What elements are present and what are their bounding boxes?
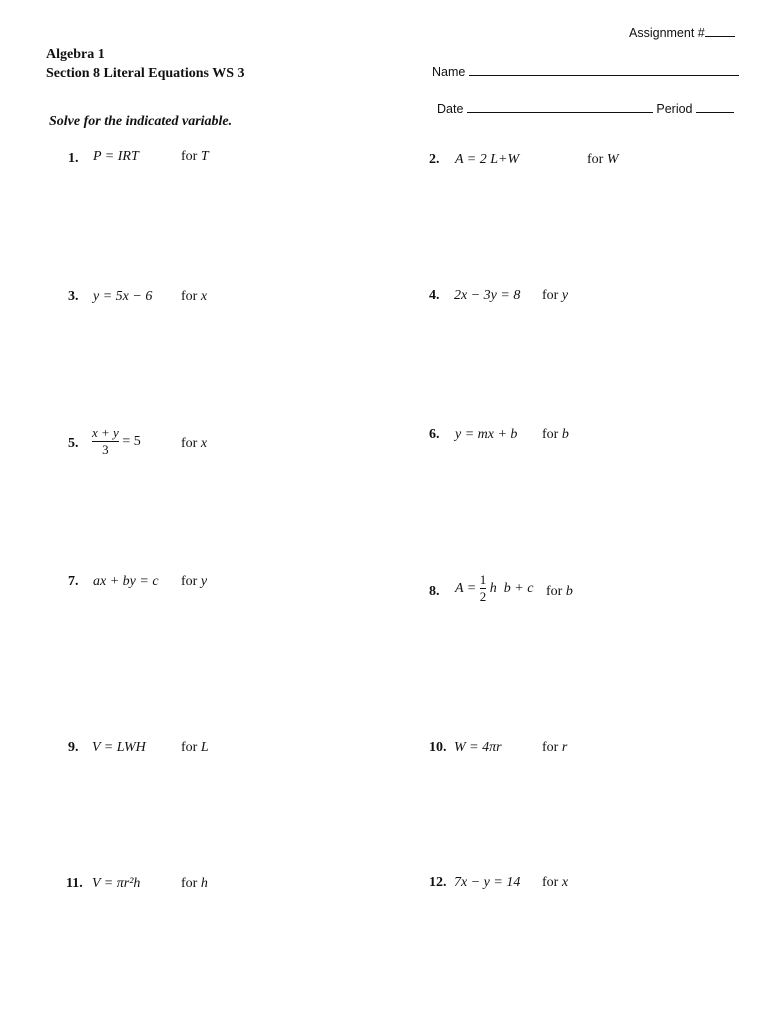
- solve-for-label: for y: [181, 574, 208, 589]
- equation: W = 4πr: [454, 740, 502, 755]
- equation: V = πr²h: [92, 876, 141, 891]
- equation: [92, 426, 141, 458]
- target-variable: r: [561, 740, 568, 755]
- solve-for-label: for h: [181, 876, 208, 891]
- assignment-blank[interactable]: [705, 24, 735, 37]
- solve-for-label: for y: [542, 288, 569, 303]
- equation: V = LWH: [92, 740, 146, 755]
- target-variable: x: [561, 875, 569, 890]
- solve-for-label: for L: [181, 740, 209, 755]
- period-label: Period: [656, 102, 693, 116]
- equation: 2x − 3y = 8: [454, 288, 521, 303]
- section-title: Section 8 Literal Equations WS 3: [46, 66, 245, 81]
- problem-number: 3.: [68, 289, 79, 304]
- target-variable: T: [200, 149, 209, 164]
- solve-for-label: for x: [181, 289, 208, 304]
- equation: y = mx + b: [455, 427, 518, 442]
- instruction-text: Solve for the indicated variable.: [49, 114, 233, 129]
- numerator: 1: [479, 572, 487, 587]
- denominator: 3: [102, 442, 109, 458]
- denominator: 2: [479, 589, 487, 605]
- date-blank[interactable]: [467, 100, 653, 113]
- solve-for-label: for T: [181, 149, 209, 164]
- equation-rest: = 5: [122, 434, 141, 450]
- date-period-field[interactable]: [437, 100, 734, 116]
- solve-for-label: for x: [542, 875, 569, 890]
- equation-lhs: A =: [455, 580, 477, 596]
- target-variable: y: [561, 288, 569, 303]
- target-variable: L: [200, 740, 209, 755]
- problem-1: [68, 149, 79, 167]
- equation: P = IRT: [93, 149, 139, 164]
- equation: [455, 573, 533, 605]
- problem-number: 8.: [429, 584, 440, 599]
- target-variable: x: [200, 436, 208, 451]
- problem-number: 7.: [68, 574, 79, 589]
- solve-for-label: for x: [181, 436, 208, 451]
- fraction: [92, 426, 119, 458]
- period-blank[interactable]: [696, 100, 734, 113]
- target-variable: b: [561, 427, 569, 442]
- problem-number: 1.: [68, 151, 79, 166]
- problem-number: 10.: [429, 740, 447, 755]
- date-label: Date: [437, 102, 464, 116]
- equation: 7x − y = 14: [454, 875, 521, 890]
- problem-number: 6.: [429, 427, 440, 442]
- name-blank[interactable]: [469, 63, 739, 76]
- target-variable: h: [200, 876, 208, 891]
- name-label: Name: [432, 65, 466, 79]
- course-title: Algebra 1: [46, 47, 105, 62]
- equation: ax + by = c: [93, 574, 159, 589]
- assignment-label: Assignment #: [629, 26, 705, 40]
- problem-number: 11.: [66, 876, 83, 891]
- target-variable: W: [606, 152, 619, 167]
- solve-for-label: for b: [546, 584, 573, 599]
- equation: A = 2 L+W: [455, 152, 520, 167]
- problem-number: 9.: [68, 740, 79, 755]
- equation-rest: h b + c: [489, 580, 534, 596]
- problem-number: 5.: [68, 436, 79, 451]
- equation: y = 5x − 6: [93, 289, 153, 304]
- solve-for-label: for b: [542, 427, 569, 442]
- problem-number: 2.: [429, 152, 440, 167]
- solve-for-label: for W: [587, 152, 619, 167]
- numerator: x + y: [92, 425, 119, 440]
- fraction: [480, 573, 487, 605]
- problem-number: 12.: [429, 875, 447, 890]
- target-variable: y: [200, 574, 208, 589]
- solve-for-label: for r: [542, 740, 568, 755]
- name-field[interactable]: [432, 63, 739, 79]
- assignment-number-field[interactable]: [629, 24, 735, 40]
- problem-number: 4.: [429, 288, 440, 303]
- target-variable: b: [565, 584, 573, 599]
- target-variable: x: [200, 289, 208, 304]
